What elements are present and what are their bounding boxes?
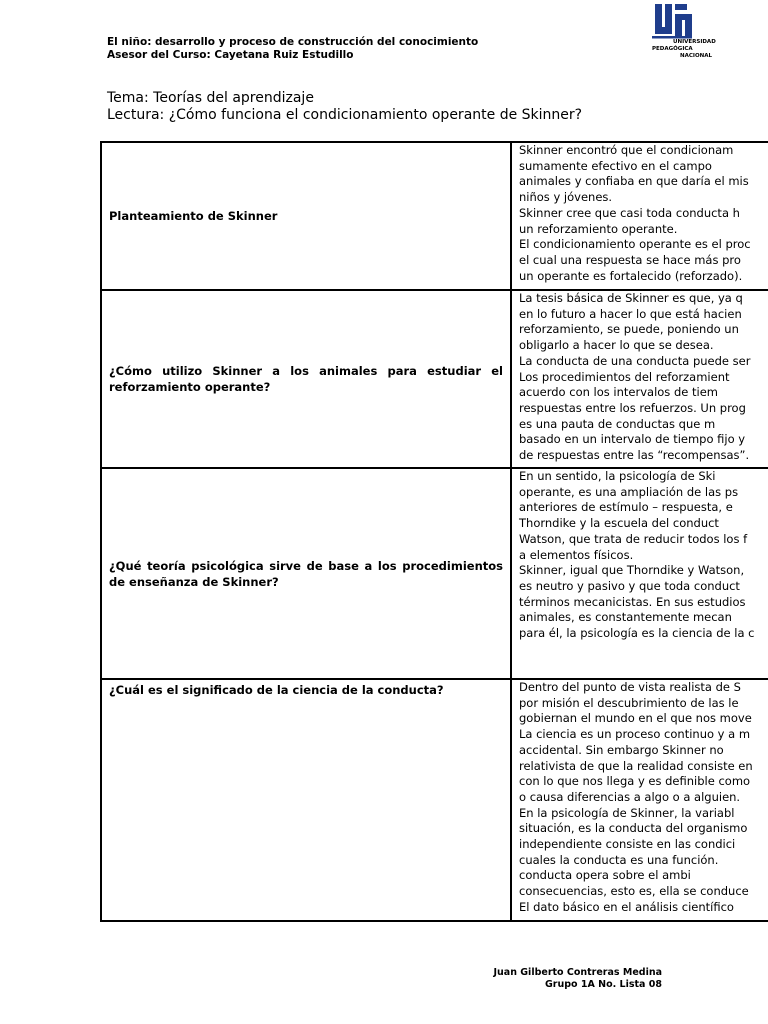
document-footer [480,967,662,991]
table-row [101,290,768,468]
question-cell: ¿Qué teoría psicológica sirve de base a los procedimientos de enseñanza de Skinner? [101,468,511,679]
answer-line: relativista de que la realidad consiste en [519,758,753,773]
answer-line: respuestas entre los refuerzos. Un prog [519,400,746,415]
answer-line: La ciencia es un proceso continuo y a m [519,727,751,742]
answer-line: el cual una respuesta se hace más pro [519,252,741,267]
table-row [101,142,768,290]
answer-line: por misión el descubrimiento de las le [519,695,739,710]
answer-line: en lo futuro a hacer lo que está hacien [519,306,742,321]
answer-line: El condicionamiento operante es el proc [519,237,751,252]
answer-cell [511,468,768,679]
author-name: Juan Gilberto Contreras Medina [493,967,662,978]
answer-line: La tesis básica de Skinner es que, ya q [519,291,743,305]
author-group: Grupo 1A No. Lista 08 [545,979,662,990]
topic-tema: Tema: Teorías del aprendizaje [107,90,314,106]
answer-line: animales y confiaba en que daría el mis [519,174,749,189]
table-row [101,679,768,921]
course-title: El niño: desarrollo y proceso de construcción del conocimiento [107,36,479,48]
answer-line: Dentro del punto de vista realista de S [519,680,741,694]
answer-line: con lo que nos llega y es definible como [519,774,751,789]
answer-line: es una pauta de conductas que m [519,416,716,431]
answer-line: independiente consiste en las condici [519,837,736,852]
answer-line: un operante es fortalecido (reforzado). [519,268,743,283]
answer-line: sumamente efectivo en el campo [519,158,712,173]
answer-cell [511,290,768,468]
answer-line: Thorndike y la escuela del conduct [519,516,719,531]
answer-line: Skinner encontró que el condicionam [519,143,734,157]
answer-cell [511,142,768,290]
answer-line: para él, la psicología es la ciencia de la c [519,626,755,641]
answer-line: es neutro y pasivo y que toda conduct [519,578,740,593]
answer-line: Watson, que trata de reducir todos los f [519,531,748,546]
answer-line: La conducta de una conducta puede ser [519,353,751,368]
answer-line: gobiernan el mundo en el que nos move [519,711,752,726]
question-cell: Planteamiento de Skinner [101,142,511,290]
answer-line: a elementos físicos. [519,547,634,562]
question-answer-table [100,141,768,922]
answer-line: accidental. Sin embargo Skinner no [519,742,724,757]
topic-lectura: Lectura: ¿Cómo funciona el condicionamiento operante de Skinner? [107,107,583,123]
answer-line: basado en un intervalo de tiempo fijo y [519,432,746,447]
answer-line: o causa diferencias a algo o a alguien. [519,789,741,804]
course-advisor: Asesor del Curso: Cayetana Ruiz Estudillo [107,49,354,61]
answer-line: conducta opera sobre el ambi [519,868,691,883]
answer-line: de respuestas entre las “recompensas”. [519,448,750,463]
answer-line: Skinner, igual que Thorndike y Watson, [519,563,745,578]
answer-line: acuerdo con los intervalos de tiem [519,385,718,400]
topic-block [107,90,582,124]
answer-line: En un sentido, la psicología de Ski [519,469,716,483]
answer-line: animales, es constantemente mecan [519,610,732,625]
answer-line: situación, es la conducta del organismo [519,821,748,836]
logo-line-2: PEDAGÓGICA [652,46,693,52]
answer-line: anteriores de estímulo – respuesta, e [519,500,733,515]
answer-line: términos mecanicistas. En sus estudios [519,594,746,609]
answer-line: obligarlo a hacer lo que se desea. [519,338,714,353]
logo-line-1: UNIVERSIDAD [673,39,716,45]
answer-line: consecuencias, esto es, ella se conduce [519,884,749,899]
logo-line-3: NACIONAL [680,53,712,59]
question-cell: ¿Cuál es el significado de la ciencia de la conducta? [101,679,511,921]
answer-line: Los procedimientos del reforzamient [519,369,730,384]
answer-line: Skinner cree que casi toda conducta h [519,205,740,220]
table-row [101,468,768,679]
answer-line: operante, es una ampliación de las ps [519,484,739,499]
answer-line: niños y jóvenes. [519,190,613,205]
answer-line: reforzamiento, se puede, poniendo un [519,322,739,337]
question-cell: ¿Cómo utilizo Skinner a los animales para estudiar el reforzamiento operante? [101,290,511,468]
answer-cell [511,679,768,921]
document-header [107,36,478,62]
answer-line: El dato básico en el análisis científico [519,899,734,914]
answer-line: un reforzamiento operante. [519,221,678,236]
answer-line: En la psicología de Skinner, la variabl [519,805,735,820]
answer-line: cuales la conducta es una función. [519,852,719,867]
